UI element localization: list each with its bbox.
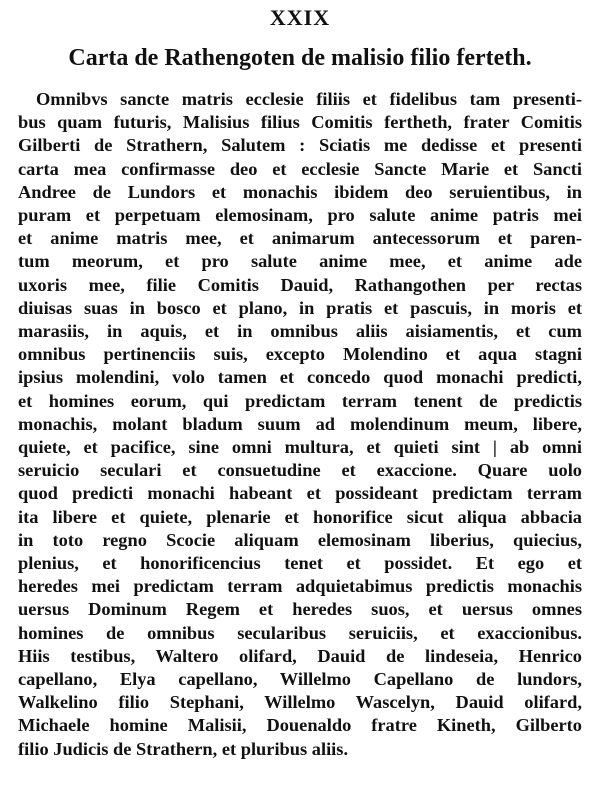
text-line: Omnibvs sancte matris ecclesie filiis et fidelibus tam presenti- xyxy=(36,89,582,109)
text-line: Andree de Lundors et monachis ibidem deo seruientibus, in xyxy=(18,181,582,202)
text-line: ita libere et quiete, plenarie et honorifice sicut aliqua abbacia xyxy=(18,506,582,527)
text-line: monachis, molant bladum suum ad molendinum meum, libere, xyxy=(18,413,582,434)
text-line: omnibus pertinenciis suis, excepto Molendino et aqua stagni xyxy=(18,344,582,365)
text-line: et homines eorum, qui predictam terram tenent de predictis xyxy=(18,390,582,411)
charter-title: Carta de Rathengoten de malisio filio ferteth. xyxy=(68,45,532,71)
text-line: heredes mei predictam terram adquietabimus predictis monachis xyxy=(18,576,582,597)
text-line: bus quam futuris, Malisius filius Comitis fertheth, frater Comitis xyxy=(18,112,582,133)
text-line: et anime matris mee, et animarum antecessorum et paren- xyxy=(18,228,582,249)
text-line: ipsius molendini, volo tamen et concedo quod monachi predicti, xyxy=(18,367,582,388)
text-line: marasiis, in aquis, et in omnibus aliis aisiamentis, et cum xyxy=(18,321,582,342)
text-line: carta mea confirmasse deo et ecclesie Sancte Marie et Sancti xyxy=(18,158,582,179)
text-line: uersus Dominum Regem et heredes suos, et uersus omnes xyxy=(18,599,582,620)
text-line: puram et perpetuam elemosinam, pro salute anime patris mei xyxy=(18,205,582,226)
text-line: in toto regno Scocie aliquam elemosinam liberius, quiecius, xyxy=(18,529,582,550)
text-line: tum meorum, et pro salute anime mee, et anime ade xyxy=(18,251,582,272)
text-line: plenius, et honorificencius tenet et possidet. Et ego et xyxy=(18,553,582,574)
text-line: capellano, Elya capellano, Willelmo Capellano de lundors, xyxy=(18,669,582,690)
text-line: Hiis testibus, Waltero olifard, Dauid de lindeseia, Henrico xyxy=(18,645,582,666)
text-line: Michaele homine Malisii, Douenaldo fratre Kineth, Gilberto xyxy=(18,715,582,736)
text-line: quod predicti monachi habeant et possideant predictam terram xyxy=(18,483,582,504)
text-line: uxoris mee, filie Comitis Dauid, Rathangothen per rectas xyxy=(18,274,582,295)
text-line: Walkelino filio Stephani, Willelmo Wascelyn, Dauid olifard, xyxy=(18,692,582,713)
charter-number: XXIX xyxy=(269,5,331,30)
text-line: filio Judicis de Strathern, et pluribus aliis. xyxy=(18,738,349,759)
text-line: quiete, et pacifice, sine omni multura, et quieti sint | ab omni xyxy=(18,437,582,458)
charter-body xyxy=(18,88,582,761)
text-line: homines de omnibus secularibus seruiciis, et exaccionibus. xyxy=(18,622,582,643)
text-line: diuisas suas in bosco et plano, in pratis et pascuis, in moris et xyxy=(18,297,582,318)
text-line: Gilberti de Strathern, Salutem : Sciatis me dedisse et presenti xyxy=(18,135,582,156)
text-line: seruicio seculari et consuetudine et exaccione. Quare uolo xyxy=(18,460,582,481)
